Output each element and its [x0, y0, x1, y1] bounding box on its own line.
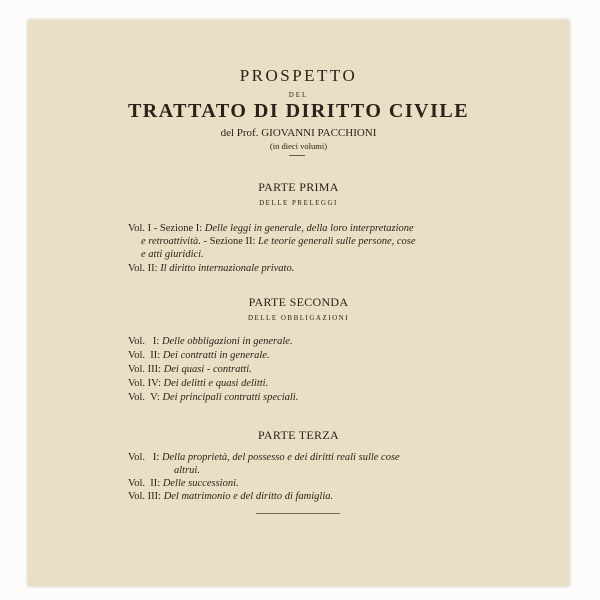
vol-text: Dei contratti in generale. [162, 350, 270, 361]
part-two-vol-4 [128, 377, 268, 390]
closing-rule [256, 513, 340, 514]
vol-text: Della proprietà, del possesso e dei diritti reali sulle cose [161, 452, 400, 463]
vol-label: Vol. IV: [128, 378, 161, 389]
vol-label: Vol. III: [128, 364, 162, 375]
part-three-vol-2 [128, 477, 239, 490]
part-two-subtitle: DELLE OBBLIGAZIONI [247, 314, 350, 322]
vol-label: Vol. II: [128, 478, 161, 489]
heading-del: DEL [288, 91, 309, 99]
part-two-title: PARTE SECONDA [248, 295, 349, 309]
vol-text: Dei principali contratti speciali. [162, 392, 299, 403]
part-one-subtitle: DELLE PRELEGGI [259, 199, 338, 207]
part-one-vol-2 [128, 262, 294, 275]
vol-text: Le teorie generali sulle persone, cose [258, 236, 416, 247]
part-three-vol-3 [128, 490, 333, 503]
part-one-vol-1-line-3: e atti giuridici. [141, 249, 204, 260]
author-line: del Prof. GIOVANNI PACCHIONI [220, 127, 377, 139]
part-one-vol-1 [128, 222, 414, 235]
vol-label: Vol. III: [128, 491, 162, 502]
vol-text: Delle successioni. [162, 478, 239, 489]
vol-text: Il diritto internazionale privato. [160, 263, 295, 274]
page-title: TRATTATO DI DIRITTO CIVILE [127, 100, 470, 122]
heading-prospetto: PROSPETTO [239, 66, 358, 85]
vol-text: Del matrimonio e del diritto di famiglia. [163, 491, 334, 502]
vol-label: - Sezione II: [203, 236, 256, 247]
vol-text: Delle leggi in generale, della loro interpretazione [204, 223, 414, 234]
part-three-title: PARTE TERZA [258, 428, 339, 442]
vol-label: Vol. II: [128, 350, 161, 361]
volumes-note: (in dieci volumi) [269, 141, 328, 151]
vol-label: Vol. II: [128, 263, 158, 274]
part-one-vol-1-line-2 [141, 235, 416, 248]
part-three-vol-1 [128, 451, 400, 464]
part-two-vol-3 [128, 363, 252, 376]
vol-text: Dei quasi - contratti. [163, 364, 252, 375]
vol-label: Vol. I: [128, 452, 160, 463]
part-two-vol-5 [128, 391, 298, 404]
ornament-dash [289, 155, 305, 156]
vol-label: Vol. I - Sezione I: [128, 223, 203, 234]
part-two-vol-1 [128, 335, 293, 348]
book-page [28, 20, 569, 586]
vol-label: Vol. V: [128, 392, 160, 403]
part-three-vol-1-cont: altrui. [174, 465, 200, 476]
vol-label: Vol. I: [128, 336, 160, 347]
vol-text: Dei delitti e quasi delitti. [163, 378, 269, 389]
vol-text: Delle obbligazioni in generale. [161, 336, 293, 347]
part-one-title: PARTE PRIMA [258, 180, 339, 194]
part-two-vol-2 [128, 349, 270, 362]
vol-text: e retroattività. [141, 236, 201, 247]
